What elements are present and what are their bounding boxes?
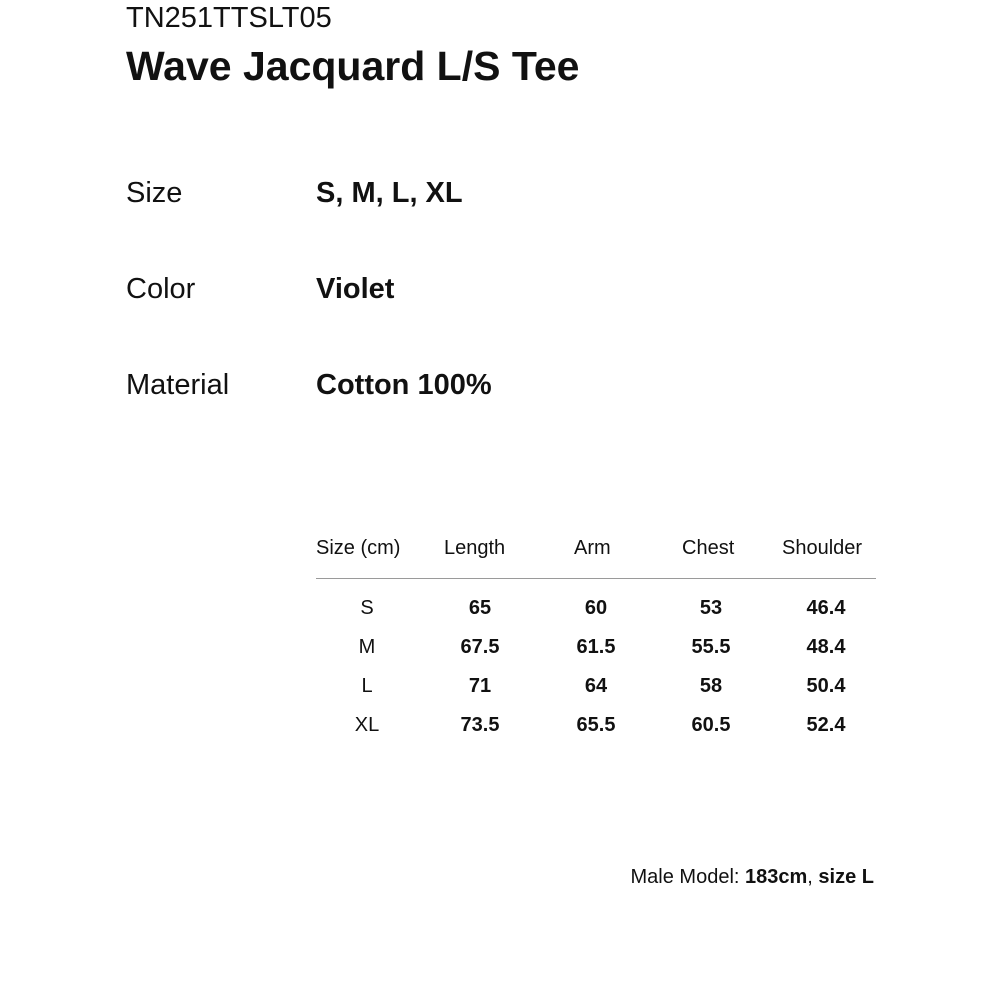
- table-cell: 46.4: [806, 597, 846, 619]
- spec-row-color: [126, 273, 826, 313]
- table-cell: 52.4: [806, 714, 846, 736]
- spec-row-size: [126, 177, 826, 217]
- table-cell: 53: [699, 597, 723, 619]
- table-header-cell: Length: [444, 537, 506, 559]
- table-cell: 71: [468, 675, 492, 697]
- spec-label: Material: [126, 369, 230, 401]
- table-cell-size: L: [361, 675, 373, 697]
- table-cell: 65.5: [576, 714, 616, 736]
- table-cell: 58: [699, 675, 723, 697]
- table-cell: 73.5: [460, 714, 500, 736]
- model-height: 183cm: [745, 866, 808, 888]
- spec-row-material: [126, 369, 826, 409]
- model-size: size L: [818, 866, 874, 888]
- table-header-cell: Arm: [574, 537, 611, 559]
- table-row: [316, 714, 876, 753]
- table-cell: 60.5: [691, 714, 731, 736]
- table-cell: 61.5: [576, 636, 616, 658]
- table-row: [316, 636, 876, 675]
- table-header-cell: Chest: [682, 537, 735, 559]
- table-body: [316, 597, 876, 753]
- size-chart-table: [316, 537, 876, 736]
- table-cell-size: S: [360, 597, 374, 619]
- table-cell: 48.4: [806, 636, 846, 658]
- spec-value: Violet: [316, 273, 395, 305]
- table-cell: 50.4: [806, 675, 846, 697]
- table-cell-size: XL: [354, 714, 380, 736]
- table-row: [316, 675, 876, 714]
- table-cell-size: M: [358, 636, 376, 658]
- model-note-separator: ,: [807, 866, 813, 888]
- table-cell: 67.5: [460, 636, 500, 658]
- spec-value: Cotton 100%: [316, 369, 492, 401]
- table-header-cell: Size (cm): [316, 537, 401, 559]
- model-info-note: [631, 866, 874, 889]
- table-header-row: [316, 537, 876, 567]
- table-divider: [316, 578, 876, 579]
- table-cell: 55.5: [691, 636, 731, 658]
- model-note-prefix: Male Model:: [630, 866, 740, 888]
- table-cell: 64: [584, 675, 608, 697]
- spec-label: Size: [126, 177, 183, 209]
- spec-value: S, M, L, XL: [316, 177, 463, 209]
- table-row: [316, 597, 876, 636]
- spec-label: Color: [126, 273, 196, 305]
- table-cell: 60: [584, 597, 608, 619]
- table-header-cell: Shoulder: [782, 537, 863, 559]
- table-cell: 65: [468, 597, 492, 619]
- product-code: TN251TTSLT05: [126, 2, 332, 34]
- product-title: Wave Jacquard L/S Tee: [126, 43, 580, 89]
